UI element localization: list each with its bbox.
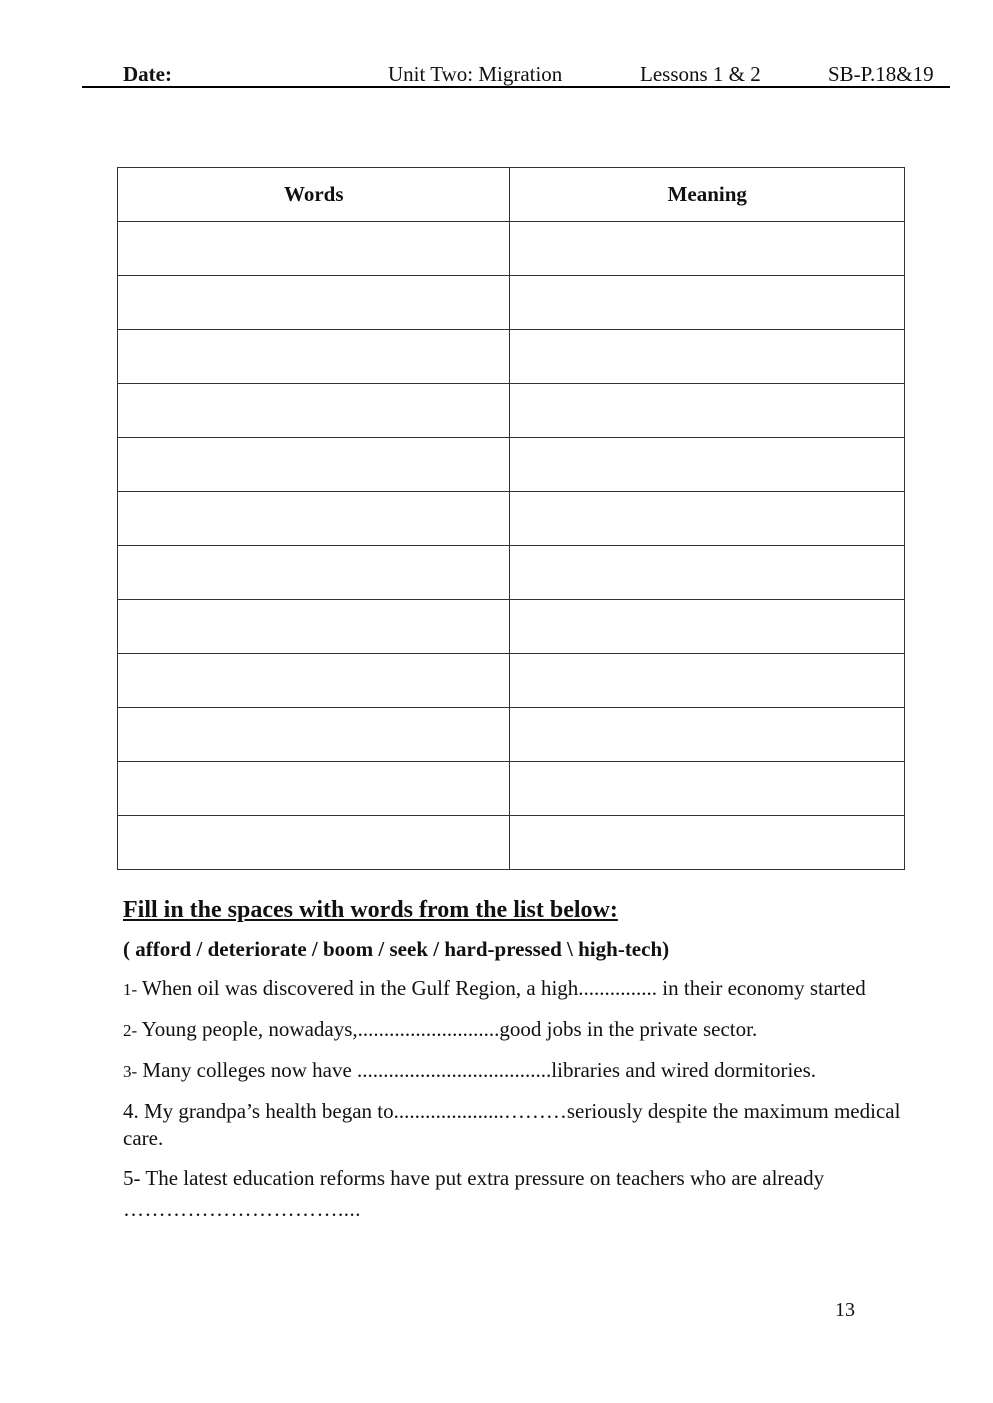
- table-row: [118, 600, 905, 654]
- page-number: 13: [835, 1299, 855, 1321]
- page-header: [82, 60, 950, 88]
- table-row: [118, 438, 905, 492]
- exercise-item-3: [123, 1057, 923, 1085]
- answer-blank-line: …………………………....: [123, 1197, 361, 1221]
- meaning-cell[interactable]: [510, 654, 905, 708]
- word-cell[interactable]: [118, 816, 510, 870]
- word-cell[interactable]: [118, 330, 510, 384]
- words-column-header: Words: [118, 168, 510, 222]
- table-row: [118, 816, 905, 870]
- meaning-cell[interactable]: [510, 492, 905, 546]
- meaning-column-header: Meaning: [510, 168, 905, 222]
- lessons-label: Lessons 1 & 2: [640, 62, 761, 86]
- exercise-item-2: [123, 1016, 923, 1044]
- table-row: [118, 708, 905, 762]
- meaning-cell[interactable]: [510, 762, 905, 816]
- exercise-item-1: [123, 975, 923, 1003]
- meaning-cell[interactable]: [510, 276, 905, 330]
- table-row: [118, 654, 905, 708]
- meaning-cell[interactable]: [510, 384, 905, 438]
- meaning-cell[interactable]: [510, 816, 905, 870]
- vocabulary-table: [117, 167, 905, 870]
- item-number: 5-: [123, 1166, 141, 1190]
- word-cell[interactable]: [118, 654, 510, 708]
- table-row: [118, 384, 905, 438]
- word-cell[interactable]: [118, 222, 510, 276]
- meaning-cell[interactable]: [510, 222, 905, 276]
- date-label: Date:: [123, 62, 172, 86]
- unit-title: Unit Two: Migration: [388, 62, 563, 86]
- item-number: 4.: [123, 1099, 139, 1123]
- meaning-cell[interactable]: [510, 330, 905, 384]
- table-header-row: [118, 168, 905, 222]
- word-cell[interactable]: [118, 492, 510, 546]
- table-row: [118, 492, 905, 546]
- item-text: Many colleges now have .....................................libraries and wired dormitories.: [137, 1058, 817, 1082]
- meaning-cell[interactable]: [510, 546, 905, 600]
- item-number: 3-: [123, 1062, 138, 1081]
- item-text: When oil was discovered in the Gulf Region, a high............... in their economy started: [137, 976, 866, 1000]
- word-cell[interactable]: [118, 276, 510, 330]
- word-cell[interactable]: [118, 438, 510, 492]
- word-cell[interactable]: [118, 708, 510, 762]
- exercise-item-5: [123, 1165, 923, 1223]
- student-book-page-ref: SB-P.18&19: [828, 62, 934, 86]
- table-row: [118, 546, 905, 600]
- item-number: 1-: [123, 980, 138, 999]
- word-cell[interactable]: [118, 546, 510, 600]
- word-cell[interactable]: [118, 384, 510, 438]
- exercise-title: Fill in the spaces with words from the list below:: [123, 897, 618, 923]
- word-cell[interactable]: [118, 762, 510, 816]
- exercise-item-4: [123, 1098, 923, 1152]
- word-cell[interactable]: [118, 600, 510, 654]
- item-text: Young people, nowadays,...........................good jobs in the private sector.: [137, 1017, 758, 1041]
- item-text: My grandpa’s health began to.....................………seriously despite the maximum medical care.: [123, 1099, 901, 1150]
- meaning-cell[interactable]: [510, 708, 905, 762]
- table-row: [118, 762, 905, 816]
- fill-in-exercise: [123, 897, 923, 1236]
- table-row: [118, 276, 905, 330]
- meaning-cell[interactable]: [510, 600, 905, 654]
- table-row: [118, 222, 905, 276]
- word-list: ( afford / deteriorate / boom / seek / hard-pressed \ high-tech): [123, 937, 670, 961]
- item-text: The latest education reforms have put extra pressure on teachers who are already: [140, 1166, 825, 1190]
- item-number: 2-: [123, 1021, 138, 1040]
- table-row: [118, 330, 905, 384]
- meaning-cell[interactable]: [510, 438, 905, 492]
